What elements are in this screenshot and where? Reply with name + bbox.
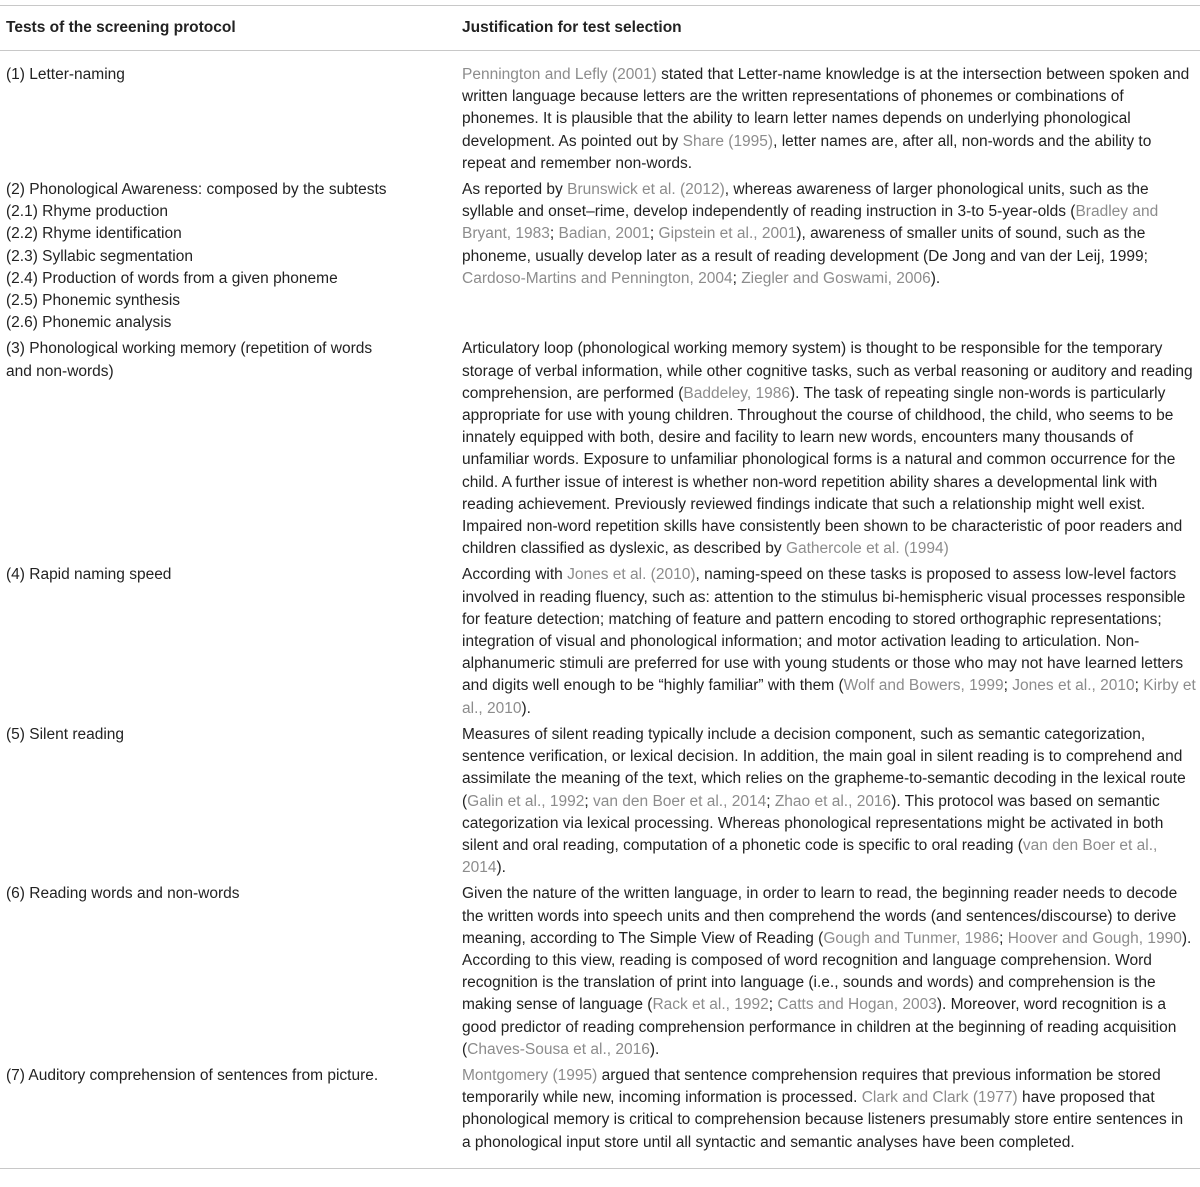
justification-text: ). According to this view, reading is composed of word recognition and language comprehension. Word recognition is the translation of print into language (i.e., sounds and words) and comprehension is the making sense of language ( bbox=[462, 929, 1192, 1014]
column-header-justification: Justification for test selection bbox=[462, 6, 1200, 51]
subtest-name: (2.1) Rhyme production bbox=[6, 203, 168, 221]
justification-text: Measures of silent reading typically include a decision component, such as semantic categorization, sentence verification, or lexical decision. In addition, the main goal in silent reading is to comprehend and assimilate the meaning of the text, which relies on the grapheme-to-semantic decoding in the lexical route ( bbox=[462, 725, 1186, 810]
justification-cell bbox=[462, 720, 1200, 879]
citation-link[interactable]: Gathercole et al. (1994) bbox=[785, 540, 949, 558]
justification-text: , naming-speed on these tasks is proposed to assess low-level factors involved in reading fluency, such as: attention to the stimulus bi-hemispheric visual processes responsible for feature detection; matching of feature and pattern encoding to stored orthographic representations; integration of visual and phonological information; and motor activation leading to articulation. Non-alphanumeric stimuli are preferred for use with young students or those who may not have learned letters and digits well enough to be “highly familiar” with them ( bbox=[462, 566, 1186, 695]
justification-text: ; bbox=[766, 792, 775, 810]
table-row bbox=[0, 560, 1200, 719]
screening-protocol-table bbox=[0, 5, 1200, 1169]
table-body bbox=[0, 51, 1200, 1169]
justification-text: Given the nature of the written language, in order to learn to read, the beginning reader needs to decode the written words into speech units and then comprehend the words (and sentences/discourse) to derive meaning, according to The Simple View of Reading ( bbox=[462, 885, 1178, 947]
justification-text: ). bbox=[930, 269, 941, 287]
citation-link[interactable]: Jones et al. (2010) bbox=[567, 566, 696, 584]
citation-link[interactable]: Zhao et al., 2016 bbox=[774, 792, 892, 810]
justification-text: ; bbox=[1003, 677, 1013, 695]
justification-text: ; bbox=[549, 225, 559, 243]
justification-text: ; bbox=[584, 792, 593, 810]
justification-text: As reported by bbox=[462, 181, 568, 199]
test-name: (2) Phonological Awareness: composed by the subtests bbox=[6, 181, 387, 199]
table-row bbox=[0, 51, 1200, 176]
citation-link[interactable]: Brunswick et al. (2012) bbox=[567, 181, 725, 199]
citation-link[interactable]: Badian, 2001 bbox=[558, 225, 650, 243]
justification-cell bbox=[462, 334, 1200, 560]
table-row bbox=[0, 175, 1200, 334]
test-name-cell bbox=[0, 879, 462, 1061]
subtest-name: (2.3) Syllabic segmentation bbox=[6, 247, 193, 265]
test-name: (7) Auditory comprehension of sentences from picture. bbox=[6, 1066, 379, 1084]
test-name: (5) Silent reading bbox=[6, 725, 125, 743]
subtest-name: (2.2) Rhyme identification bbox=[6, 225, 182, 243]
citation-link[interactable]: Pennington and Lefly (2001) bbox=[462, 66, 657, 83]
table-row bbox=[0, 334, 1200, 560]
justification-text: Articulatory loop (phonological working memory system) is thought to be responsible for the temporary storage of verbal information, while other cognitive tasks, such as verbal reasoning or auditory and reading comprehension, are performed ( bbox=[462, 340, 1193, 402]
justification-text: ; bbox=[649, 225, 659, 243]
justification-text: , whereas awareness of larger phonological units, such as the syllable and onset–rime, develop independently of reading instruction in 3-to 5-year-olds ( bbox=[462, 181, 1149, 221]
justification-cell bbox=[462, 1061, 1200, 1168]
test-name: (6) Reading words and non-words bbox=[6, 885, 240, 903]
test-name: (3) Phonological working memory (repetition of words and non-words) bbox=[6, 340, 373, 380]
subtest-name: (2.4) Production of words from a given phoneme bbox=[6, 269, 338, 287]
justification-text: stated that Letter-name knowledge is at the intersection between spoken and written language because letters are the written representations of phonemes or combinations of phonemes. It is plausible that the ability to learn letter names depends on underlying phonological development. As pointed out by bbox=[462, 66, 1190, 150]
test-name-cell bbox=[0, 51, 462, 176]
justification-text: argued that sentence comprehension requires that previous information be stored temporarily while new, incoming information is processed. bbox=[462, 1066, 1161, 1107]
table-header bbox=[0, 6, 1200, 51]
justification-text: ). bbox=[649, 1040, 660, 1058]
citation-link[interactable]: Chaves-Sousa et al., 2016 bbox=[467, 1040, 650, 1058]
citation-link[interactable]: Share (1995) bbox=[682, 132, 774, 150]
citation-link[interactable]: Baddeley, 1986 bbox=[683, 384, 790, 402]
citation-link[interactable]: Hoover and Gough, 1990 bbox=[1007, 929, 1182, 947]
test-name-cell bbox=[0, 720, 462, 879]
table-row bbox=[0, 879, 1200, 1061]
test-name-cell bbox=[0, 334, 462, 560]
subtest-name: (2.6) Phonemic analysis bbox=[6, 314, 172, 332]
citation-link[interactable]: Ziegler and Goswami, 2006 bbox=[741, 269, 931, 287]
test-name: (1) Letter-naming bbox=[6, 66, 125, 83]
test-name-cell bbox=[0, 175, 462, 334]
citation-link[interactable]: Bradley and Bryant, 1983 bbox=[462, 203, 1159, 243]
justification-text: ). bbox=[496, 859, 506, 877]
justification-cell bbox=[462, 879, 1200, 1061]
justification-cell bbox=[462, 560, 1200, 719]
table-row bbox=[0, 1061, 1200, 1168]
justification-text: ; bbox=[1134, 677, 1144, 695]
citation-link[interactable]: Jones et al., 2010 bbox=[1012, 677, 1135, 695]
justification-text: According with bbox=[462, 566, 568, 584]
citation-link[interactable]: Cardoso-Martins and Pennington, 2004 bbox=[462, 269, 733, 287]
test-name-cell bbox=[0, 560, 462, 719]
justification-text: ). bbox=[521, 699, 531, 717]
citation-link[interactable]: Catts and Hogan, 2003 bbox=[777, 996, 937, 1014]
justification-text: ). This protocol was based on semantic categorization via lexical processing. Whereas phonological representations might be activated in both silent and oral reading, computation of a phonetic code is specific to oral reading ( bbox=[462, 792, 1164, 854]
test-name-cell bbox=[0, 1061, 462, 1168]
citation-link[interactable]: Gough and Tunmer, 1986 bbox=[823, 929, 1000, 947]
citation-link[interactable]: Montgomery (1995) bbox=[462, 1066, 598, 1084]
justification-text: have proposed that phonological memory is critical to comprehension because listeners presumably store entire sentences in a phonological input store until all syntactic and semantic analyses have been completed. bbox=[462, 1089, 1184, 1151]
justification-text: ), awareness of smaller units of sound, such as the phoneme, usually develop later as a result of reading development (De Jong and van der Leij, 1999; bbox=[462, 225, 1148, 265]
column-header-tests: Tests of the screening protocol bbox=[0, 6, 462, 51]
test-name: (4) Rapid naming speed bbox=[6, 566, 172, 584]
justification-text: ; bbox=[999, 929, 1008, 947]
justification-text: ; bbox=[768, 996, 778, 1014]
justification-cell bbox=[462, 175, 1200, 334]
table-row bbox=[0, 720, 1200, 879]
citation-link[interactable]: van den Boer et al., 2014 bbox=[593, 792, 767, 810]
citation-link[interactable]: Clark and Clark (1977) bbox=[861, 1089, 1018, 1107]
citation-link[interactable]: Galin et al., 1992 bbox=[467, 792, 585, 810]
subtest-name: (2.5) Phonemic synthesis bbox=[6, 292, 181, 310]
justification-cell bbox=[462, 51, 1200, 176]
citation-link[interactable]: Rack et al., 1992 bbox=[652, 996, 769, 1014]
justification-text: ). Moreover, word recognition is a good predictor of reading comprehension performance in children at the beginning of reading acquisition ( bbox=[462, 996, 1177, 1058]
justification-text: ; bbox=[732, 269, 742, 287]
justification-text: ). The task of repeating single non-words is particularly appropriate for use with young children. Throughout the course of childhood, the child, who seems to be innately equipped with both, desire and facility to learn new words, encounters many thousands of unfamiliar words. Exposure to unfamiliar phonological forms is a natural and common occurrence for the child. A further issue of interest is whether non-word repetition ability shares a developmental link with reading achievement. Previously reviewed findings indicate that such a relationship might well exist. Impaired non-word repetition skills have consistently been shown to be characteristic of poor readers and children classified as dyslexic, as described by bbox=[462, 384, 1183, 558]
header-row bbox=[0, 6, 1200, 51]
citation-link[interactable]: van den Boer et al., 2014 bbox=[462, 836, 1158, 877]
citation-link[interactable]: Gipstein et al., 2001 bbox=[658, 225, 797, 243]
citation-link[interactable]: Kirby et al., 2010 bbox=[462, 677, 1196, 717]
justification-text: , letter names are, after all, non-words and the ability to repeat and remember non-words. bbox=[462, 132, 1152, 172]
citation-link[interactable]: Wolf and Bowers, 1999 bbox=[843, 677, 1004, 695]
